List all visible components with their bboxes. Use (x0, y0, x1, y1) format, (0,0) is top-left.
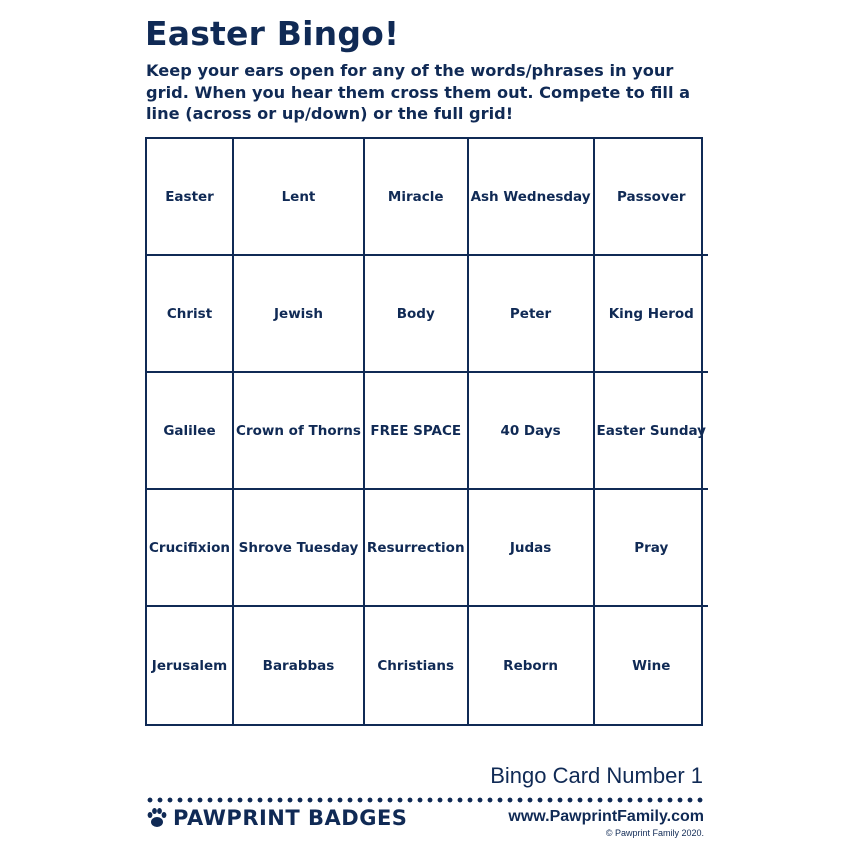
bingo-cell[interactable]: Miracle (365, 139, 469, 256)
page-title: Easter Bingo! (145, 14, 400, 53)
bingo-cell[interactable]: Wine (632, 657, 671, 674)
website-link[interactable]: www.PawprintFamily.com (508, 808, 704, 825)
bingo-cell[interactable]: 40 Days (469, 373, 595, 490)
bingo-cell[interactable]: Christ (147, 256, 234, 373)
bingo-cell[interactable]: Judas (469, 490, 595, 607)
bingo-cell[interactable]: Christians (365, 607, 469, 724)
bingo-cell[interactable]: Crown of Thorns (234, 373, 365, 490)
bingo-cell[interactable]: Body (365, 256, 469, 373)
bingo-cell[interactable]: Lent (234, 139, 365, 256)
bingo-card-number: Bingo Card Number 1 (490, 763, 703, 788)
bingo-cell[interactable]: Reborn (469, 607, 595, 724)
bingo-cell[interactable]: Resurrection (365, 490, 469, 607)
bingo-cell[interactable]: Shrove Tuesday (234, 490, 365, 607)
bingo-cell[interactable]: Ash Wednesday (469, 139, 595, 256)
paw-icon (145, 806, 169, 830)
bingo-cell[interactable]: Galilee (147, 373, 234, 490)
instructions: Keep your ears open for any of the words/phrases in your grid. When you hear them cross them out. Compete to fill a line (across or up/down) or the full grid! (146, 61, 691, 123)
bingo-cell[interactable]: Jewish (234, 256, 365, 373)
bingo-cell[interactable]: Jerusalem (147, 607, 234, 724)
bingo-grid (145, 137, 706, 726)
dotted-divider (145, 797, 705, 803)
bingo-cell[interactable]: Pray (595, 490, 708, 607)
copyright-notice: © Pawprint Family 2020. (605, 828, 704, 838)
bingo-cell[interactable]: Crucifixion (147, 490, 234, 607)
bingo-cell[interactable]: FREE SPACE (365, 373, 469, 490)
brand-logo (145, 806, 407, 830)
bingo-cell[interactable]: Passover (595, 139, 708, 256)
bingo-cell[interactable]: Easter Sunday (595, 373, 708, 490)
bingo-cell[interactable]: Peter (469, 256, 595, 373)
bingo-cell[interactable]: Barabbas (234, 607, 365, 724)
bingo-cell[interactable]: King Herod (595, 256, 708, 373)
brand-name: PAWPRINT BADGES (173, 806, 408, 830)
bingo-cell[interactable]: Easter (147, 139, 234, 256)
